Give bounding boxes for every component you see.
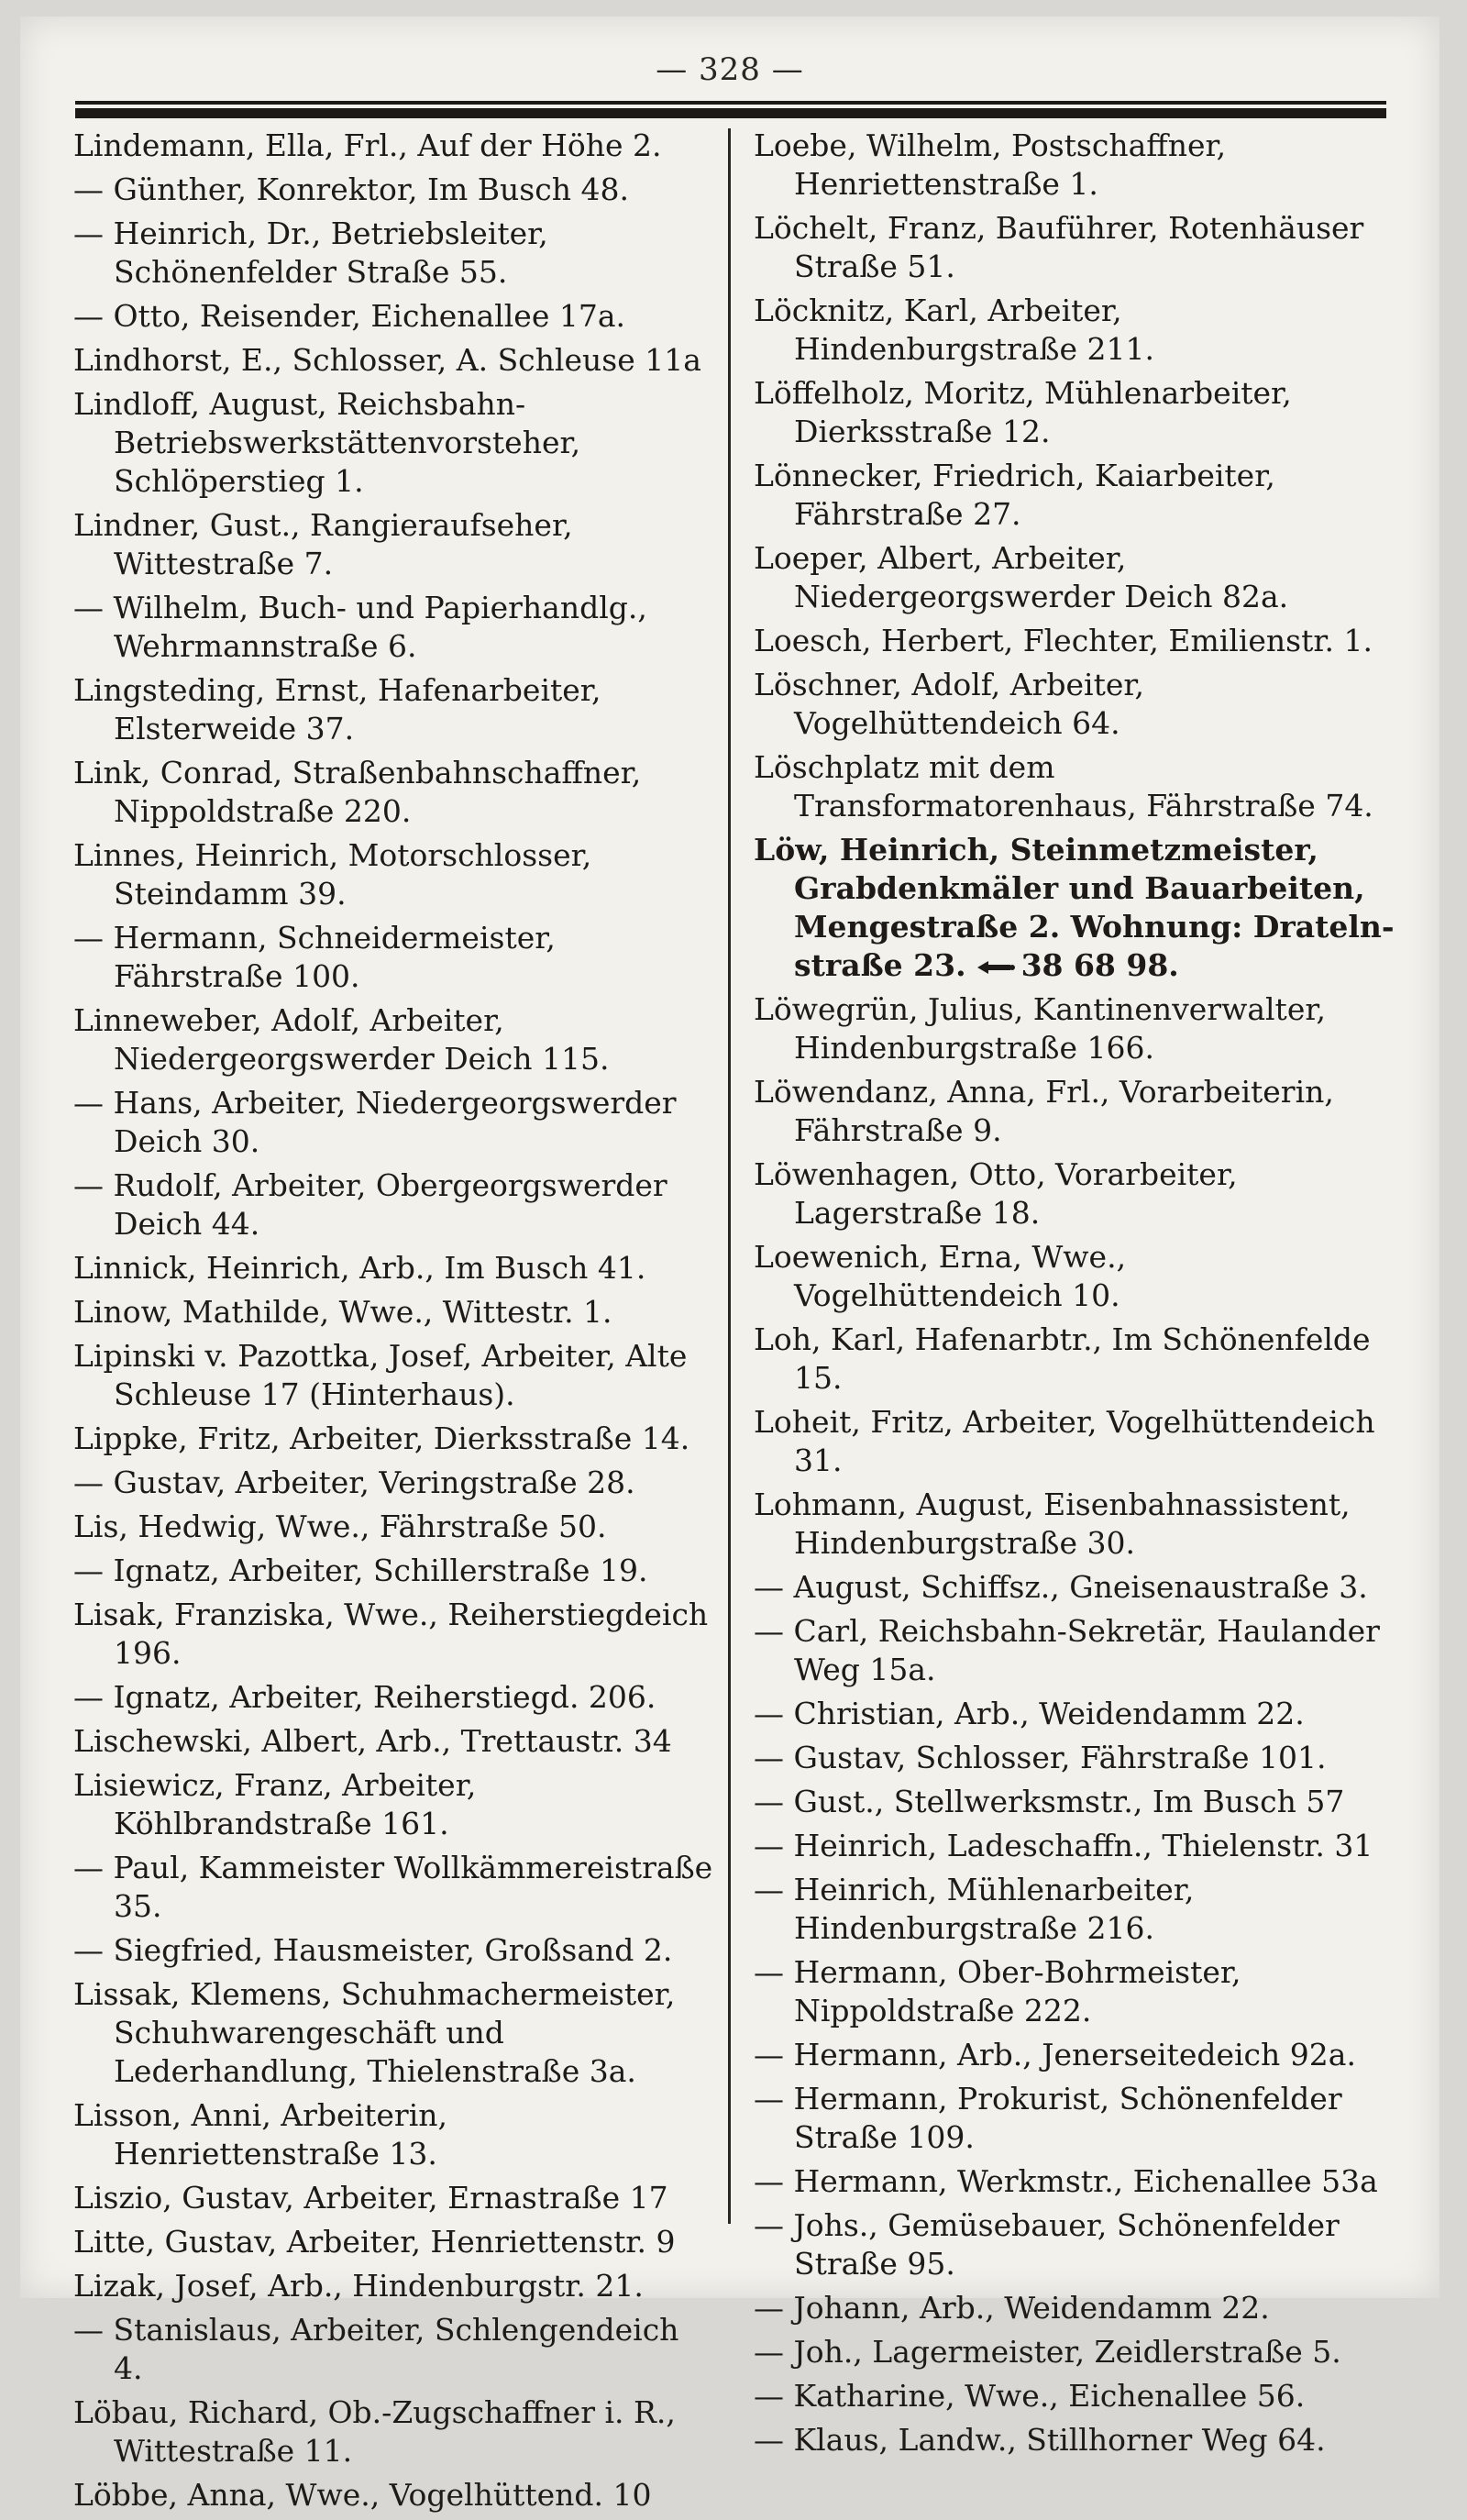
list-item: Löwendanz, Anna, Frl., Vorarbeiterin, Fährstraße 9. <box>754 1074 1334 1148</box>
list-item: Lindloff, August, Reichsbahn-Betriebswerkstättenvorsteher, Schlöperstieg 1. <box>73 386 581 499</box>
list-item: — August, Schiffsz., Gneisenaustraße 3. <box>754 1569 1368 1605</box>
list-item: Lisak, Franziska, Wwe., Reiherstiegdeich 196. <box>73 1597 709 1671</box>
list-item: — Hermann, Schneidermeister, Fährstraße 100. <box>73 920 556 994</box>
list-item: — Gustav, Arbeiter, Veringstraße 28. <box>73 1464 635 1500</box>
list-item: Löbau, Richard, Ob.-Zugschaffner i. R., Wittestraße 11. <box>73 2394 676 2469</box>
header-rule-thin <box>75 101 1386 105</box>
list-item: Löwegrün, Julius, Kantinenverwalter, Hindenburgstraße 166. <box>754 991 1326 1066</box>
list-item: Linnes, Heinrich, Motorschlosser, Steindamm 39. <box>73 837 592 912</box>
list-item: — Katharine, Wwe., Eichenallee 56. <box>754 2378 1306 2414</box>
list-item: — Joh., Lagermeister, Zeidlerstraße 5. <box>754 2334 1341 2370</box>
list-item-highlighted <box>754 831 1395 985</box>
list-item: Lisiewicz, Franz, Arbeiter, Köhlbrandstraße 161. <box>73 1767 477 1841</box>
list-item: — Johann, Arb., Weidendamm 22. <box>754 2290 1270 2326</box>
list-item: — Johs., Gemüsebauer, Schönenfelder Straße 95. <box>754 2207 1340 2282</box>
directory-page <box>20 17 1439 2513</box>
list-item: Lindhorst, E., Schlosser, A. Schleuse 11a <box>73 342 701 378</box>
list-item: Linnick, Heinrich, Arb., Im Busch 41. <box>73 1250 646 1286</box>
list-item: — Hermann, Werkmstr., Eichenallee 53a <box>754 2163 1378 2199</box>
page-number: — 328 — <box>656 51 804 88</box>
phone-number: 38 68 98. <box>1020 947 1179 983</box>
list-item: Loheit, Fritz, Arbeiter, Vogelhüttendeich 31. <box>754 1404 1375 1478</box>
list-item: Lisson, Anni, Arbeiterin, Henriettenstraße 13. <box>73 2097 447 2172</box>
list-item: Litte, Gustav, Arbeiter, Henriettenstr. 9 <box>73 2224 676 2260</box>
list-item: Lindner, Gust., Rangieraufseher, Wittestraße 7. <box>73 507 573 581</box>
list-item: Löschplatz mit dem Transformatorenhaus, Fährstraße 74. <box>754 749 1373 823</box>
header-rule-thick <box>75 108 1386 118</box>
list-item: Lönnecker, Friedrich, Kaiarbeiter, Fährstraße 27. <box>754 458 1275 532</box>
left-column <box>73 127 715 2520</box>
list-item: — Gust., Stellwerksmstr., Im Busch 57 <box>754 1784 1345 1819</box>
list-item: Lohmann, August, Eisenbahnassistent, Hindenburgstraße 30. <box>754 1487 1351 1561</box>
list-item: Loh, Karl, Hafenarbtr., Im Schönenfelde 15. <box>754 1321 1371 1396</box>
list-item: Lischewski, Albert, Arb., Trettaustr. 34 <box>73 1723 672 1759</box>
list-item: Löschner, Adolf, Arbeiter, Vogelhüttendeich 64. <box>754 667 1145 741</box>
list-item: — Ignatz, Arbeiter, Reiherstiegd. 206. <box>73 1679 656 1715</box>
list-item: Lindemann, Ella, Frl., Auf der Höhe 2. <box>73 127 662 163</box>
right-column <box>754 127 1395 2465</box>
list-item: Liszio, Gustav, Arbeiter, Ernastraße 17 <box>73 2180 668 2216</box>
list-item: Loewenich, Erna, Wwe., Vogelhüttendeich 10. <box>754 1239 1127 1313</box>
list-item: — Heinrich, Mühlenarbeiter, Hindenburgstraße 216. <box>754 1872 1195 1946</box>
list-item: Loesch, Herbert, Flechter, Emilienstr. 1. <box>754 623 1373 658</box>
list-item: — Gustav, Schlosser, Fährstraße 101. <box>754 1740 1327 1775</box>
list-item: — Paul, Kammeister Wollkämmereistraße 35. <box>73 1850 713 1924</box>
list-item: Lissak, Klemens, Schuhmachermeister, Schuhwarengeschäft und Lederhandlung, Thielenstraße 3a. <box>73 1976 676 2089</box>
list-item: Link, Conrad, Straßenbahnschaffner, Nippoldstraße 220. <box>73 755 642 829</box>
list-item: — Rudolf, Arbeiter, Obergeorgswerder Deich 44. <box>73 1167 667 1242</box>
list-item: — Carl, Reichsbahn-Sekretär, Haulander Weg 15a. <box>754 1613 1380 1687</box>
list-item: Lizak, Josef, Arb., Hindenburgstr. 21. <box>73 2268 644 2304</box>
list-item: — Hermann, Prokurist, Schönenfelder Straße 109. <box>754 2081 1342 2155</box>
list-item: Linow, Mathilde, Wwe., Wittestr. 1. <box>73 1294 612 1330</box>
loew-entry-text: Löw, Heinrich, Steinmetzmeister, Grabdenkmäler und Bauarbeiten, Mengestraße 2. Wohnung: Drateln-straße 23. <box>754 832 1395 983</box>
list-item: — Otto, Reisender, Eichenallee 17a. <box>73 298 625 334</box>
list-item: Löbbe, Anna, Wwe., Vogelhüttend. 10 <box>73 2477 652 2513</box>
list-item: Löcknitz, Karl, Arbeiter, Hindenburgstraße 211. <box>754 293 1154 367</box>
list-item: Loebe, Wilhelm, Postschaffner, Henriettenstraße 1. <box>754 127 1227 202</box>
list-item: — Hermann, Ober-Bohrmeister, Nippoldstraße 222. <box>754 1954 1241 2028</box>
list-item: — Heinrich, Dr., Betriebsleiter, Schönenfelder Straße 55. <box>73 216 548 290</box>
list-item: Lingsteding, Ernst, Hafenarbeiter, Elsterweide 37. <box>73 672 601 746</box>
list-item: Linneweber, Adolf, Arbeiter, Niedergeorgswerder Deich 115. <box>73 1002 610 1077</box>
list-item: Löwenhagen, Otto, Vorarbeiter, Lagerstraße 18. <box>754 1156 1238 1231</box>
list-item: — Ignatz, Arbeiter, Schillerstraße 19. <box>73 1553 648 1588</box>
list-item: — Heinrich, Ladeschaffn., Thielenstr. 31 <box>754 1828 1373 1863</box>
list-item: Lis, Hedwig, Wwe., Fährstraße 50. <box>73 1509 607 1544</box>
list-item: Löchelt, Franz, Bauführer, Rotenhäuser Straße 51. <box>754 210 1364 284</box>
list-item: Loeper, Albert, Arbeiter, Niedergeorgswerder Deich 82a. <box>754 540 1289 614</box>
list-item: — Hans, Arbeiter, Niedergeorgswerder Deich 30. <box>73 1085 677 1159</box>
list-item: Lipinski v. Pazottka, Josef, Arbeiter, Alte Schleuse 17 (Hinterhaus). <box>73 1338 688 1412</box>
list-item: — Christian, Arb., Weidendamm 22. <box>754 1696 1305 1731</box>
list-item: — Hermann, Arb., Jenerseitedeich 92a. <box>754 2037 1356 2072</box>
list-item: — Günther, Konrektor, Im Busch 48. <box>73 171 629 207</box>
column-divider <box>728 128 731 2224</box>
phone-icon <box>976 957 1016 978</box>
list-item: — Wilhelm, Buch- und Papierhandlg., Wehrmannstraße 6. <box>73 590 647 664</box>
list-item: — Klaus, Landw., Stillhorner Weg 64. <box>754 2422 1326 2458</box>
list-item: Löffelholz, Moritz, Mühlenarbeiter, Dierksstraße 12. <box>754 375 1292 449</box>
list-item: Lippke, Fritz, Arbeiter, Dierksstraße 14. <box>73 1420 690 1456</box>
list-item: — Stanislaus, Arbeiter, Schlengendeich 4. <box>73 2312 679 2386</box>
list-item: — Siegfried, Hausmeister, Großsand 2. <box>73 1932 673 1968</box>
